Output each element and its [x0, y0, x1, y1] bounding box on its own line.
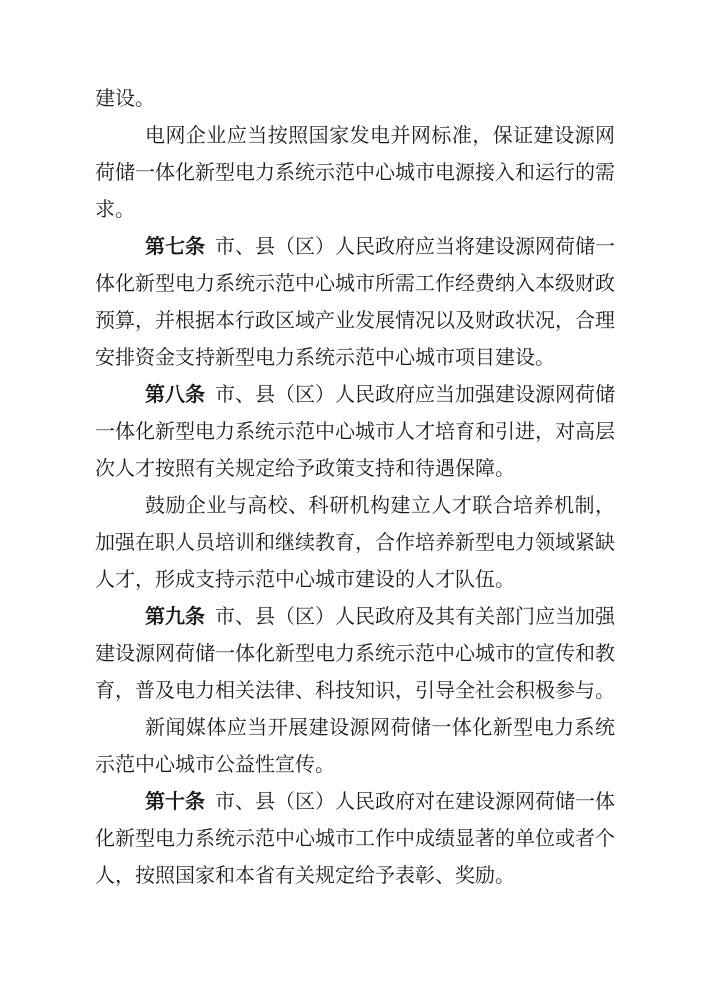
paragraph [95, 118, 615, 229]
paragraph-article-7 [95, 229, 615, 377]
paragraph-text: 建设。 [95, 88, 155, 110]
paragraph-text: 市、县（区）人民政府应当将建设源网荷储一体化新型电力系统示范中心城市所需工作经费纳入本级财政预算，并根据本行政区域产业发展情况以及财政状况，合理安排资金支持新型电力系统示范中心城市项目建设。 [95, 236, 615, 369]
paragraph-article-9 [95, 599, 615, 710]
paragraph-text: 鼓励企业与高校、科研机构建立人才联合培养机制，加强在职人员培训和继续教育，合作培养新型电力领域紧缺人才，形成支持示范中心城市建设的人才队伍。 [95, 495, 615, 591]
paragraph-text: 市、县（区）人民政府应当加强建设源网荷储一体化新型电力系统示范中心城市人才培育和引进，对高层次人才按照有关规定给予政策支持和待遇保障。 [95, 384, 615, 480]
paragraph-article-10 [95, 784, 615, 895]
paragraph-article-8 [95, 377, 615, 488]
article-number: 第九条 [145, 606, 205, 628]
paragraph [95, 710, 615, 784]
article-number: 第七条 [145, 236, 205, 258]
paragraph-continuation [95, 81, 615, 118]
article-number: 第八条 [145, 384, 205, 406]
paragraph-text: 电网企业应当按照国家发电并网标准，保证建设源网荷储一体化新型电力系统示范中心城市电源接入和运行的需求。 [95, 125, 615, 221]
article-number: 第十条 [145, 791, 205, 813]
paragraph [95, 488, 615, 599]
paragraph-text: 新闻媒体应当开展建设源网荷储一体化新型电力系统示范中心城市公益性宣传。 [95, 717, 615, 776]
paragraph-text: 市、县（区）人民政府对在建设源网荷储一体化新型电力系统示范中心城市工作中成绩显著的单位或者个人，按照国家和本省有关规定给予表彰、奖励。 [95, 791, 615, 887]
paragraph-text: 市、县（区）人民政府及其有关部门应当加强建设源网荷储一体化新型电力系统示范中心城市的宣传和教育，普及电力相关法律、科技知识，引导全社会积极参与。 [95, 606, 615, 702]
